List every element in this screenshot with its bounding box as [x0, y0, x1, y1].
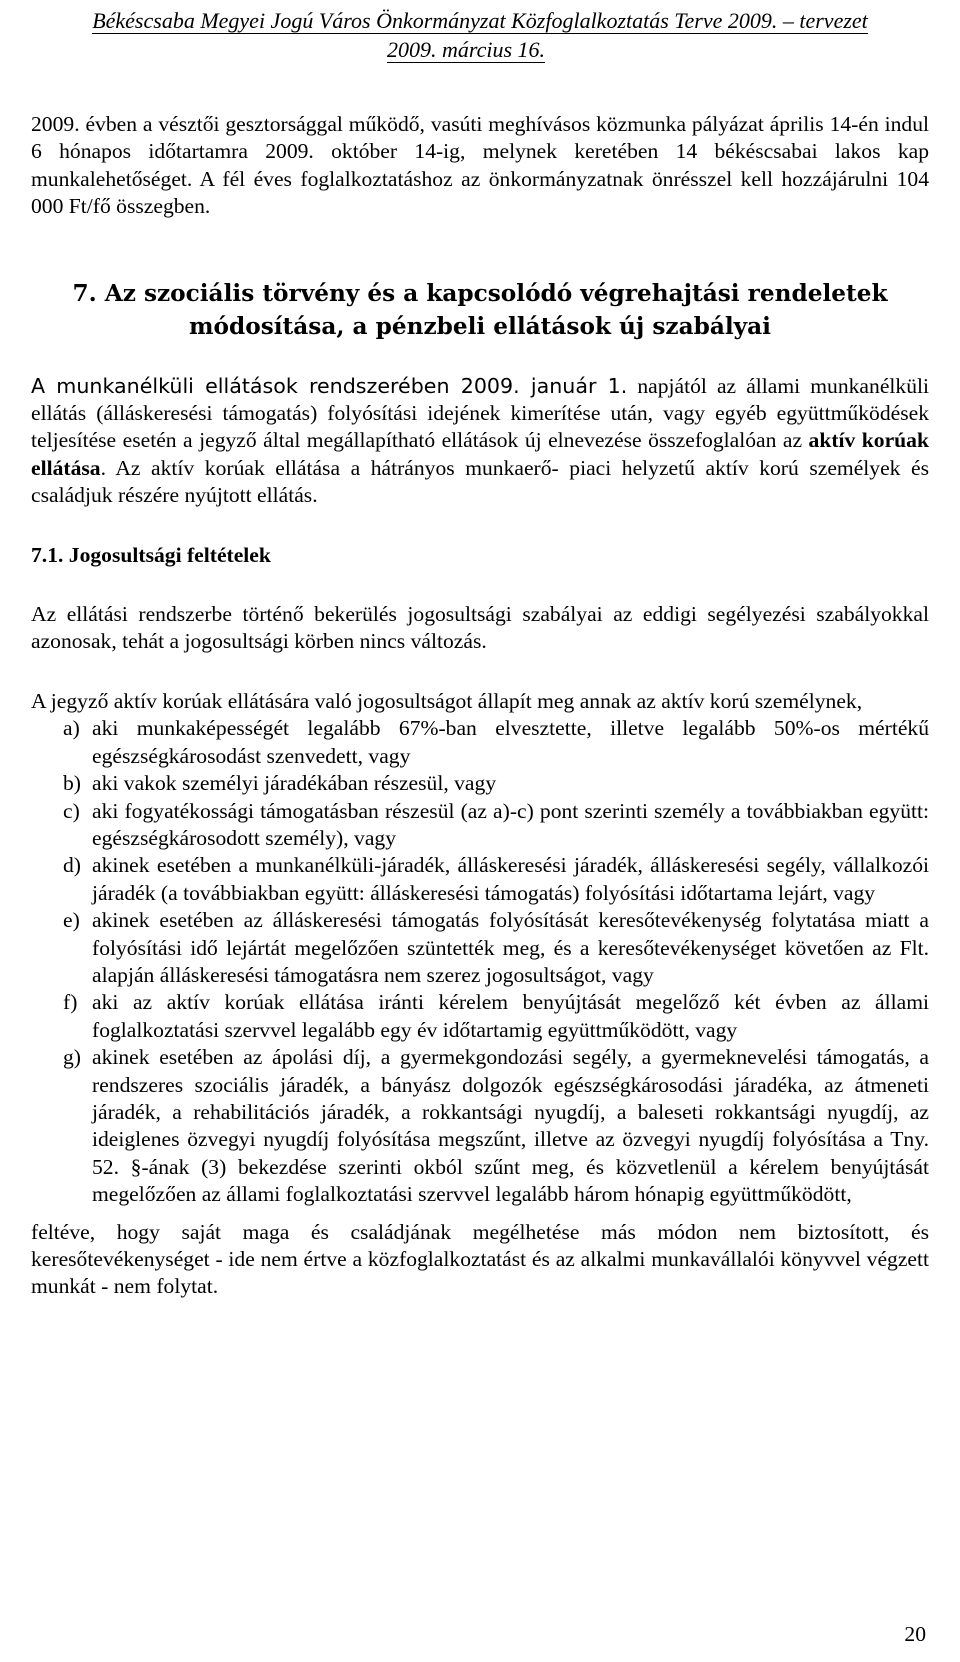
page-body — [31, 111, 929, 1301]
section-7-paragraph — [31, 373, 929, 510]
section-7-paragraph-lead: A munkanélküli ellátások rendszerében 2009. január 1. — [31, 373, 628, 398]
list-item — [31, 989, 929, 1044]
list-item-label: f) — [63, 990, 78, 1015]
header-title: Békéscsaba Megyei Jogú Város Önkormányzat Közfoglalkoztatás Terve 2009. – tervezet — [92, 8, 868, 33]
list-item-text: akinek esetében az álláskeresési támogatás folyósítását keresőtevékenység folytatása miatt a folyósítási idő lejártát megelőzően szüntették meg, és a keresőtevékenységet követően az Flt. alapján álláskeresési támogatásra nem szerez jogosultságot, vagy — [92, 908, 929, 987]
list-item-text: aki az aktív korúak ellátása iránti kérelem benyújtását megelőző két évben az állami foglalkoztatási szervvel legalább egy év időtartamig együttműködött, vagy — [92, 990, 929, 1042]
header-line-1 — [0, 6, 960, 35]
section-7-paragraph-text: napjától az állami munkanélküli ellátás (álláskeresési támogatás) folyósítási idejének kimerítése után, vagy egyéb együttműködések teljesítése esetén a jegyző által megállapítható ellátások új elnevezése összefoglalóan az — [31, 373, 929, 453]
list-item-label: c) — [63, 798, 80, 823]
section-7-heading — [31, 277, 929, 343]
section-7-heading-line-2: módosítása, a pénzbeli ellátások új szabályai — [189, 312, 771, 340]
list-item-text: aki munkaképességét legalább 67%-ban elvesztette, illetve legalább 50%-os mértékű egészségkárosodást szenvedett, vagy — [92, 716, 929, 768]
list-item — [31, 852, 929, 907]
section-7-paragraph-tail: . Az aktív korúak ellátása a hátrányos munkaerő- piaci helyzetű aktív korú személyek és családjuk részére nyújtott ellátás. — [31, 455, 929, 508]
section-7-heading-line-1: 7. Az szociális törvény és a kapcsolódó végrehajtási rendeletek — [72, 279, 888, 307]
intro-paragraph: 2009. évben a vésztői gesztorsággal működő, vasúti meghívásos közmunka pályázat április 14-én indul 6 hónapos időtartamra 2009. október 14-ig, melynek keretében 14 békéscsabai lakos kap munkalehetőséget. A fél éves foglalkoztatáshoz az önkormányzatnak önrésszel kell hozzájárulni 104 000 Ft/fő összegben. — [31, 112, 929, 219]
list-item-text: akinek esetében a munkanélküli-járadék, álláskeresési járadék, álláskeresési segély, vállalkozói járadék (a továbbiakban együtt: álláskeresési támogatás) folyósítási időtartama lejárt, vagy — [92, 853, 929, 905]
header-date: 2009. március 16. — [386, 37, 546, 62]
list-item-label: g) — [63, 1045, 81, 1070]
header-line-2 — [0, 35, 946, 64]
section-7-1-heading: 7.1. Jogosultsági feltételek — [31, 542, 271, 567]
list-item — [31, 770, 929, 797]
list-item — [31, 715, 929, 770]
page-header — [0, 6, 960, 64]
section-7-1-paragraph-2: A jegyző aktív korúak ellátására való jogosultságot állapít meg annak az aktív korú személynek, — [31, 688, 863, 713]
section-7-1-paragraph-1: Az ellátási rendszerbe történő bekerülés jogosultsági szabályai az eddigi segélyezési szabályokkal azonosak, tehát a jogosultsági körben nincs változás. — [31, 602, 929, 654]
list-item — [31, 798, 929, 853]
list-item-label: e) — [63, 908, 80, 933]
page-number: 20 — [904, 1622, 926, 1646]
list-item-label: d) — [63, 853, 81, 878]
eligibility-list — [31, 715, 929, 1208]
list-item-label: b) — [63, 771, 81, 796]
list-item-label: a) — [63, 716, 80, 741]
list-item-text: aki fogyatékossági támogatásban részesül (az a)-c) pont szerinti személy a továbbiakban együtt: egészségkárosodott személy), vagy — [92, 798, 929, 850]
list-item-text: akinek esetében az ápolási díj, a gyermekgondozási segély, a gyermeknevelési támogatás, a rendszeres szociális járadék, a bányász dolgozók egészségkárosodási járadéka, az átmeneti járadék, a rehabilitációs járadék, a rokkantsági nyugdíj, a baleseti rokkantsági nyugdíj, az ideiglenes özvegyi nyugdíj folyósítása megszűnt, illetve az özvegyi nyugdíj folyósítása a Tny. 52. §-ának (3) bekezdése szerinti okból szűnt meg, és közvetlenül a kérelem benyújtását megelőzően az állami foglalkoztatási szervvel legalább három hónapig együttműködött, — [92, 1045, 929, 1207]
section-7-paragraph-bold: aktív korúak ellátása — [31, 428, 929, 480]
closing-paragraph: feltéve, hogy saját maga és családjának megélhetése más módon nem biztosított, és keresőtevékenységet - ide nem értve a közfoglalkoztatást és az alkalmi munkavállalói könyvvel végzett munkát - nem folytat. — [31, 1219, 929, 1299]
list-item-text: aki vakok személyi járadékában részesül, vagy — [92, 771, 497, 796]
list-item — [31, 907, 929, 989]
list-item — [31, 1044, 929, 1208]
